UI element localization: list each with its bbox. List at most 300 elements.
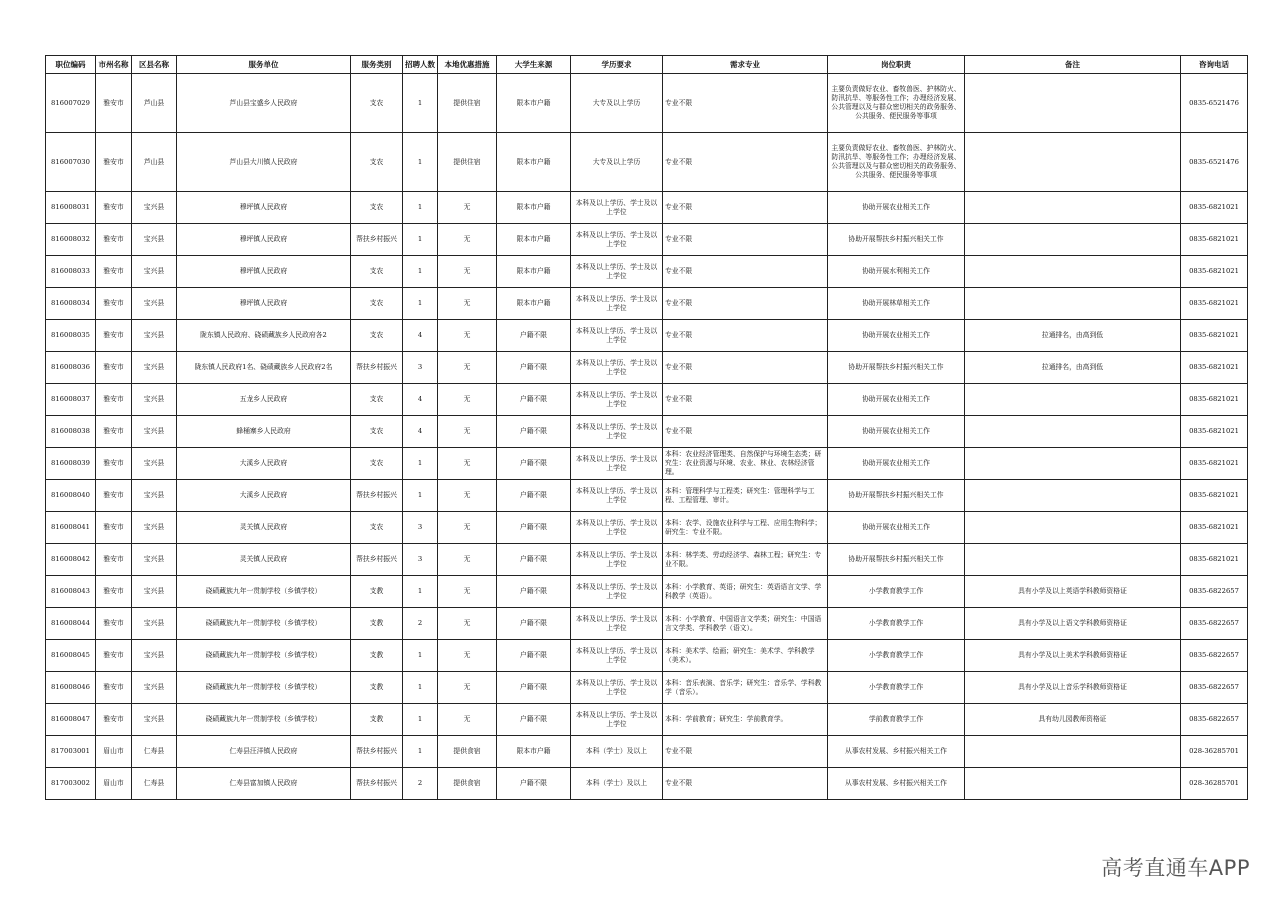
cell-major: 专业不限	[663, 74, 828, 133]
header-county: 区县名称	[132, 56, 177, 74]
cell-service-unit: 硗碛藏族九年一贯制学校（乡镇学校）	[177, 576, 351, 608]
cell-duties: 协助开展农业相关工作	[828, 192, 965, 224]
cell-city: 雅安市	[96, 133, 132, 192]
cell-student-source: 户籍不限	[497, 608, 571, 640]
cell-service-unit: 陇东镇人民政府、硗碛藏族乡人民政府各2	[177, 320, 351, 352]
cell-position-code: 816008035	[46, 320, 96, 352]
cell-duties: 小学教育教学工作	[828, 640, 965, 672]
cell-county: 仁寿县	[132, 768, 177, 800]
cell-phone: 0835-6821021	[1181, 224, 1248, 256]
cell-service-type: 支教	[351, 608, 403, 640]
table-row	[46, 256, 1248, 288]
cell-hire-count: 1	[403, 133, 438, 192]
cell-phone: 0835-6822657	[1181, 640, 1248, 672]
cell-duties: 小学教育教学工作	[828, 576, 965, 608]
cell-local-benefit: 无	[438, 480, 497, 512]
cell-service-unit: 芦山县大川镇人民政府	[177, 133, 351, 192]
cell-county: 宝兴县	[132, 576, 177, 608]
cell-phone: 0835-6821021	[1181, 256, 1248, 288]
cell-county: 宝兴县	[132, 224, 177, 256]
table-row	[46, 192, 1248, 224]
cell-service-type: 支教	[351, 640, 403, 672]
cell-student-source: 户籍不限	[497, 640, 571, 672]
cell-local-benefit: 无	[438, 608, 497, 640]
cell-local-benefit: 无	[438, 320, 497, 352]
table-row	[46, 704, 1248, 736]
cell-education: 本科及以上学历、学士及以上学位	[571, 224, 663, 256]
cell-major: 本科：小学教育、中国语言文学类；研究生：中国语言文学类、学科教学（语文）。	[663, 608, 828, 640]
cell-student-source: 限本市户籍	[497, 133, 571, 192]
cell-city: 雅安市	[96, 448, 132, 480]
cell-position-code: 816008046	[46, 672, 96, 704]
cell-remarks	[965, 544, 1181, 576]
cell-duties: 协助开展帮扶乡村振兴相关工作	[828, 224, 965, 256]
cell-remarks: 具有小学及以上英语学科教师资格证	[965, 576, 1181, 608]
cell-phone: 028-36285701	[1181, 768, 1248, 800]
cell-service-unit: 穆坪镇人民政府	[177, 192, 351, 224]
cell-remarks: 具有小学及以上美术学科教师资格证	[965, 640, 1181, 672]
cell-duties: 协助开展农业相关工作	[828, 512, 965, 544]
table-row	[46, 384, 1248, 416]
cell-education: 本科及以上学历、学士及以上学位	[571, 352, 663, 384]
cell-local-benefit: 提供食宿	[438, 768, 497, 800]
cell-remarks: 拉通排名，由高到低	[965, 352, 1181, 384]
cell-duties: 协助开展农业相关工作	[828, 320, 965, 352]
cell-service-type: 帮扶乡村振兴	[351, 352, 403, 384]
cell-local-benefit: 无	[438, 576, 497, 608]
table-body	[46, 74, 1248, 800]
table-row	[46, 74, 1248, 133]
cell-county: 宝兴县	[132, 256, 177, 288]
cell-city: 雅安市	[96, 320, 132, 352]
cell-position-code: 816008041	[46, 512, 96, 544]
cell-city: 雅安市	[96, 512, 132, 544]
cell-position-code: 816008032	[46, 224, 96, 256]
cell-student-source: 限本市户籍	[497, 74, 571, 133]
cell-hire-count: 1	[403, 256, 438, 288]
cell-phone: 0835-6821021	[1181, 384, 1248, 416]
cell-remarks	[965, 133, 1181, 192]
cell-county: 宝兴县	[132, 320, 177, 352]
cell-education: 本科（学士）及以上	[571, 736, 663, 768]
cell-education: 本科及以上学历、学士及以上学位	[571, 608, 663, 640]
cell-county: 宝兴县	[132, 352, 177, 384]
cell-service-unit: 穆坪镇人民政府	[177, 224, 351, 256]
cell-student-source: 限本市户籍	[497, 736, 571, 768]
cell-remarks	[965, 256, 1181, 288]
cell-service-type: 帮扶乡村振兴	[351, 224, 403, 256]
cell-remarks	[965, 74, 1181, 133]
cell-city: 雅安市	[96, 384, 132, 416]
header-phone: 咨询电话	[1181, 56, 1248, 74]
cell-local-benefit: 无	[438, 672, 497, 704]
cell-city: 雅安市	[96, 416, 132, 448]
cell-phone: 0835-6822657	[1181, 608, 1248, 640]
cell-remarks	[965, 512, 1181, 544]
cell-education: 本科及以上学历、学士及以上学位	[571, 640, 663, 672]
cell-major: 专业不限	[663, 416, 828, 448]
cell-student-source: 限本市户籍	[497, 288, 571, 320]
cell-city: 眉山市	[96, 768, 132, 800]
cell-student-source: 户籍不限	[497, 352, 571, 384]
cell-major: 专业不限	[663, 736, 828, 768]
cell-duties: 小学教育教学工作	[828, 608, 965, 640]
cell-position-code: 816008040	[46, 480, 96, 512]
cell-major: 专业不限	[663, 384, 828, 416]
cell-hire-count: 3	[403, 352, 438, 384]
cell-hire-count: 1	[403, 736, 438, 768]
cell-city: 雅安市	[96, 352, 132, 384]
cell-phone: 0835-6821021	[1181, 480, 1248, 512]
table-row	[46, 640, 1248, 672]
cell-duties: 学前教育教学工作	[828, 704, 965, 736]
cell-education: 本科（学士）及以上	[571, 768, 663, 800]
cell-student-source: 限本市户籍	[497, 224, 571, 256]
cell-local-benefit: 无	[438, 416, 497, 448]
cell-county: 宝兴县	[132, 288, 177, 320]
cell-county: 宝兴县	[132, 416, 177, 448]
cell-major: 本科：农学、设施农业科学与工程、应用生物科学；研究生：专业不限。	[663, 512, 828, 544]
cell-major: 专业不限	[663, 768, 828, 800]
cell-city: 雅安市	[96, 74, 132, 133]
cell-service-unit: 穆坪镇人民政府	[177, 288, 351, 320]
cell-major: 专业不限	[663, 320, 828, 352]
cell-phone: 0835-6521476	[1181, 74, 1248, 133]
cell-local-benefit: 无	[438, 256, 497, 288]
table-row	[46, 288, 1248, 320]
cell-local-benefit: 提供食宿	[438, 736, 497, 768]
cell-student-source: 户籍不限	[497, 480, 571, 512]
cell-duties: 协助开展林草相关工作	[828, 288, 965, 320]
cell-city: 雅安市	[96, 672, 132, 704]
cell-remarks	[965, 416, 1181, 448]
cell-student-source: 户籍不限	[497, 384, 571, 416]
cell-education: 本科及以上学历、学士及以上学位	[571, 704, 663, 736]
cell-position-code: 816007029	[46, 74, 96, 133]
cell-county: 宝兴县	[132, 704, 177, 736]
cell-service-unit: 硗碛藏族九年一贯制学校（乡镇学校）	[177, 704, 351, 736]
cell-education: 本科及以上学历、学士及以上学位	[571, 672, 663, 704]
cell-major: 本科：美术学、绘画；研究生：美术学、学科教学（美术）。	[663, 640, 828, 672]
cell-service-type: 帮扶乡村振兴	[351, 480, 403, 512]
header-education: 学历要求	[571, 56, 663, 74]
cell-phone: 0835-6821021	[1181, 416, 1248, 448]
cell-city: 雅安市	[96, 544, 132, 576]
cell-hire-count: 2	[403, 608, 438, 640]
cell-service-unit: 穆坪镇人民政府	[177, 256, 351, 288]
cell-remarks	[965, 192, 1181, 224]
cell-education: 大专及以上学历	[571, 74, 663, 133]
cell-service-type: 支农	[351, 448, 403, 480]
cell-service-unit: 仁寿县富加镇人民政府	[177, 768, 351, 800]
cell-education: 本科及以上学历、学士及以上学位	[571, 448, 663, 480]
cell-local-benefit: 无	[438, 224, 497, 256]
cell-education: 本科及以上学历、学士及以上学位	[571, 544, 663, 576]
cell-education: 大专及以上学历	[571, 133, 663, 192]
table-row	[46, 768, 1248, 800]
cell-student-source: 户籍不限	[497, 320, 571, 352]
cell-hire-count: 4	[403, 416, 438, 448]
table-row	[46, 736, 1248, 768]
table-row	[46, 576, 1248, 608]
cell-position-code: 816007030	[46, 133, 96, 192]
cell-position-code: 816008031	[46, 192, 96, 224]
cell-remarks	[965, 224, 1181, 256]
cell-hire-count: 1	[403, 224, 438, 256]
header-service-type: 服务类别	[351, 56, 403, 74]
table-row	[46, 608, 1248, 640]
table-row	[46, 416, 1248, 448]
cell-phone: 0835-6821021	[1181, 352, 1248, 384]
cell-major: 本科：管理科学与工程类；研究生：管理科学与工程、工程管理、审计。	[663, 480, 828, 512]
cell-phone: 0835-6821021	[1181, 512, 1248, 544]
cell-hire-count: 1	[403, 576, 438, 608]
cell-major: 专业不限	[663, 352, 828, 384]
cell-education: 本科及以上学历、学士及以上学位	[571, 512, 663, 544]
cell-city: 雅安市	[96, 608, 132, 640]
cell-local-benefit: 无	[438, 640, 497, 672]
cell-hire-count: 1	[403, 288, 438, 320]
cell-major: 专业不限	[663, 256, 828, 288]
watermark-text: 高考直通车APP	[1101, 856, 1250, 880]
cell-service-unit: 灵关镇人民政府	[177, 512, 351, 544]
cell-education: 本科及以上学历、学士及以上学位	[571, 320, 663, 352]
cell-hire-count: 1	[403, 672, 438, 704]
cell-position-code: 817003002	[46, 768, 96, 800]
cell-remarks	[965, 448, 1181, 480]
cell-duties: 小学教育教学工作	[828, 672, 965, 704]
cell-duties: 主要负责做好农业、畜牧兽医、护林防火、防汛抗旱、等服务性工作；办理经济发展、公共管理以及与群众密切相关的政务服务、公共服务、便民服务等事项	[828, 74, 965, 133]
cell-remarks: 拉通排名，由高到低	[965, 320, 1181, 352]
cell-city: 雅安市	[96, 704, 132, 736]
cell-phone: 0835-6822657	[1181, 704, 1248, 736]
cell-phone: 028-36285701	[1181, 736, 1248, 768]
header-major: 需求专业	[663, 56, 828, 74]
cell-hire-count: 2	[403, 768, 438, 800]
cell-phone: 0835-6822657	[1181, 576, 1248, 608]
cell-county: 宝兴县	[132, 544, 177, 576]
cell-duties: 协助开展帮扶乡村振兴相关工作	[828, 480, 965, 512]
cell-major: 专业不限	[663, 192, 828, 224]
cell-service-type: 支农	[351, 384, 403, 416]
cell-county: 宝兴县	[132, 480, 177, 512]
cell-education: 本科及以上学历、学士及以上学位	[571, 576, 663, 608]
cell-local-benefit: 无	[438, 192, 497, 224]
cell-service-type: 帮扶乡村振兴	[351, 544, 403, 576]
cell-education: 本科及以上学历、学士及以上学位	[571, 384, 663, 416]
cell-student-source: 户籍不限	[497, 768, 571, 800]
cell-service-type: 帮扶乡村振兴	[351, 736, 403, 768]
table-row	[46, 512, 1248, 544]
cell-position-code: 816008045	[46, 640, 96, 672]
cell-service-type: 支农	[351, 256, 403, 288]
cell-major: 本科：农业经济管理类、自然保护与环境生态类；研究生：农业资源与环境、农业、林业、农林经济管理。	[663, 448, 828, 480]
header-student-source: 大学生来源	[497, 56, 571, 74]
cell-county: 芦山县	[132, 74, 177, 133]
cell-county: 宝兴县	[132, 448, 177, 480]
cell-student-source: 户籍不限	[497, 512, 571, 544]
cell-major: 专业不限	[663, 288, 828, 320]
cell-hire-count: 4	[403, 320, 438, 352]
cell-city: 雅安市	[96, 576, 132, 608]
table-row	[46, 672, 1248, 704]
cell-education: 本科及以上学历、学士及以上学位	[571, 256, 663, 288]
cell-education: 本科及以上学历、学士及以上学位	[571, 288, 663, 320]
table-row	[46, 133, 1248, 192]
cell-student-source: 户籍不限	[497, 576, 571, 608]
cell-position-code: 816008036	[46, 352, 96, 384]
cell-hire-count: 3	[403, 544, 438, 576]
cell-position-code: 816008037	[46, 384, 96, 416]
cell-service-unit: 硗碛藏族九年一贯制学校（乡镇学校）	[177, 608, 351, 640]
cell-major: 本科：音乐表演、音乐学；研究生：音乐学、学科教学（音乐）。	[663, 672, 828, 704]
cell-local-benefit: 无	[438, 288, 497, 320]
cell-hire-count: 1	[403, 74, 438, 133]
cell-duties: 协助开展农业相关工作	[828, 384, 965, 416]
cell-local-benefit: 提供住宿	[438, 74, 497, 133]
cell-local-benefit: 提供住宿	[438, 133, 497, 192]
cell-position-code: 816008044	[46, 608, 96, 640]
cell-duties: 从事农村发展、乡村振兴相关工作	[828, 768, 965, 800]
cell-county: 宝兴县	[132, 512, 177, 544]
cell-position-code: 816008043	[46, 576, 96, 608]
cell-phone: 0835-6821021	[1181, 288, 1248, 320]
cell-major: 专业不限	[663, 133, 828, 192]
cell-position-code: 817003001	[46, 736, 96, 768]
cell-duties: 从事农村发展、乡村振兴相关工作	[828, 736, 965, 768]
cell-remarks	[965, 384, 1181, 416]
cell-phone: 0835-6822657	[1181, 672, 1248, 704]
cell-student-source: 限本市户籍	[497, 192, 571, 224]
cell-city: 雅安市	[96, 224, 132, 256]
table-row	[46, 480, 1248, 512]
cell-remarks	[965, 288, 1181, 320]
cell-service-type: 支教	[351, 704, 403, 736]
cell-major: 本科：小学教育、英语；研究生：英语语言文学、学科教学（英语）。	[663, 576, 828, 608]
cell-phone: 0835-6821021	[1181, 544, 1248, 576]
cell-hire-count: 1	[403, 192, 438, 224]
header-service-unit: 服务单位	[177, 56, 351, 74]
cell-local-benefit: 无	[438, 544, 497, 576]
cell-hire-count: 3	[403, 512, 438, 544]
cell-hire-count: 1	[403, 480, 438, 512]
cell-education: 本科及以上学历、学士及以上学位	[571, 416, 663, 448]
table-row	[46, 544, 1248, 576]
header-duties: 岗位职责	[828, 56, 965, 74]
cell-county: 宝兴县	[132, 384, 177, 416]
cell-service-type: 帮扶乡村振兴	[351, 768, 403, 800]
cell-phone: 0835-6521476	[1181, 133, 1248, 192]
cell-student-source: 户籍不限	[497, 416, 571, 448]
cell-city: 雅安市	[96, 256, 132, 288]
header-hire-count: 招聘人数	[403, 56, 438, 74]
cell-remarks: 具有小学及以上语文学科教师资格证	[965, 608, 1181, 640]
cell-phone: 0835-6821021	[1181, 448, 1248, 480]
cell-county: 芦山县	[132, 133, 177, 192]
cell-service-type: 支农	[351, 288, 403, 320]
cell-duties: 协助开展农业相关工作	[828, 448, 965, 480]
cell-phone: 0835-6821021	[1181, 192, 1248, 224]
cell-service-type: 支农	[351, 74, 403, 133]
cell-service-unit: 大溪乡人民政府	[177, 448, 351, 480]
cell-duties: 主要负责做好农业、畜牧兽医、护林防火、防汛抗旱、等服务性工作；办理经济发展、公共管理以及与群众密切相关的政务服务、公共服务、便民服务等事项	[828, 133, 965, 192]
cell-service-type: 支教	[351, 672, 403, 704]
cell-hire-count: 1	[403, 448, 438, 480]
table-row	[46, 320, 1248, 352]
cell-service-unit: 芦山县宝盛乡人民政府	[177, 74, 351, 133]
cell-major: 本科：学前教育；研究生：学前教育学。	[663, 704, 828, 736]
header-remarks: 备注	[965, 56, 1181, 74]
table-header-row	[46, 56, 1248, 74]
header-local-benefit: 本地优惠措施	[438, 56, 497, 74]
cell-position-code: 816008034	[46, 288, 96, 320]
cell-position-code: 816008038	[46, 416, 96, 448]
cell-local-benefit: 无	[438, 384, 497, 416]
cell-remarks	[965, 768, 1181, 800]
cell-city: 雅安市	[96, 640, 132, 672]
cell-service-unit: 蜂桶寨乡人民政府	[177, 416, 351, 448]
cell-county: 宝兴县	[132, 640, 177, 672]
cell-hire-count: 1	[403, 704, 438, 736]
cell-remarks	[965, 480, 1181, 512]
table-row	[46, 224, 1248, 256]
cell-city: 眉山市	[96, 736, 132, 768]
cell-local-benefit: 无	[438, 704, 497, 736]
cell-county: 仁寿县	[132, 736, 177, 768]
cell-service-type: 支农	[351, 192, 403, 224]
cell-major: 专业不限	[663, 224, 828, 256]
cell-position-code: 816008033	[46, 256, 96, 288]
cell-remarks: 具有幼儿园教师资格证	[965, 704, 1181, 736]
cell-position-code: 816008042	[46, 544, 96, 576]
header-city: 市州名称	[96, 56, 132, 74]
cell-service-unit: 硗碛藏族九年一贯制学校（乡镇学校）	[177, 640, 351, 672]
cell-position-code: 816008047	[46, 704, 96, 736]
cell-phone: 0835-6821021	[1181, 320, 1248, 352]
cell-duties: 协助开展水利相关工作	[828, 256, 965, 288]
cell-county: 宝兴县	[132, 192, 177, 224]
cell-position-code: 816008039	[46, 448, 96, 480]
cell-local-benefit: 无	[438, 448, 497, 480]
cell-student-source: 户籍不限	[497, 704, 571, 736]
cell-education: 本科及以上学历、学士及以上学位	[571, 192, 663, 224]
table-row	[46, 352, 1248, 384]
cell-service-type: 支教	[351, 576, 403, 608]
recruitment-table	[45, 55, 1248, 800]
cell-service-unit: 五龙乡人民政府	[177, 384, 351, 416]
cell-duties: 协助开展帮扶乡村振兴相关工作	[828, 544, 965, 576]
cell-county: 宝兴县	[132, 608, 177, 640]
cell-student-source: 户籍不限	[497, 672, 571, 704]
cell-local-benefit: 无	[438, 512, 497, 544]
cell-local-benefit: 无	[438, 352, 497, 384]
cell-student-source: 户籍不限	[497, 544, 571, 576]
header-position-code: 职位编码	[46, 56, 96, 74]
cell-student-source: 户籍不限	[497, 448, 571, 480]
table-row	[46, 448, 1248, 480]
cell-major: 本科：林学类、劳动经济学、森林工程；研究生：专业不限。	[663, 544, 828, 576]
cell-service-unit: 仁寿县汪洋镇人民政府	[177, 736, 351, 768]
cell-hire-count: 4	[403, 384, 438, 416]
cell-city: 雅安市	[96, 288, 132, 320]
cell-service-type: 支农	[351, 320, 403, 352]
cell-city: 雅安市	[96, 480, 132, 512]
cell-remarks	[965, 736, 1181, 768]
cell-service-type: 支农	[351, 512, 403, 544]
cell-service-unit: 大溪乡人民政府	[177, 480, 351, 512]
cell-city: 雅安市	[96, 192, 132, 224]
cell-duties: 协助开展帮扶乡村振兴相关工作	[828, 352, 965, 384]
